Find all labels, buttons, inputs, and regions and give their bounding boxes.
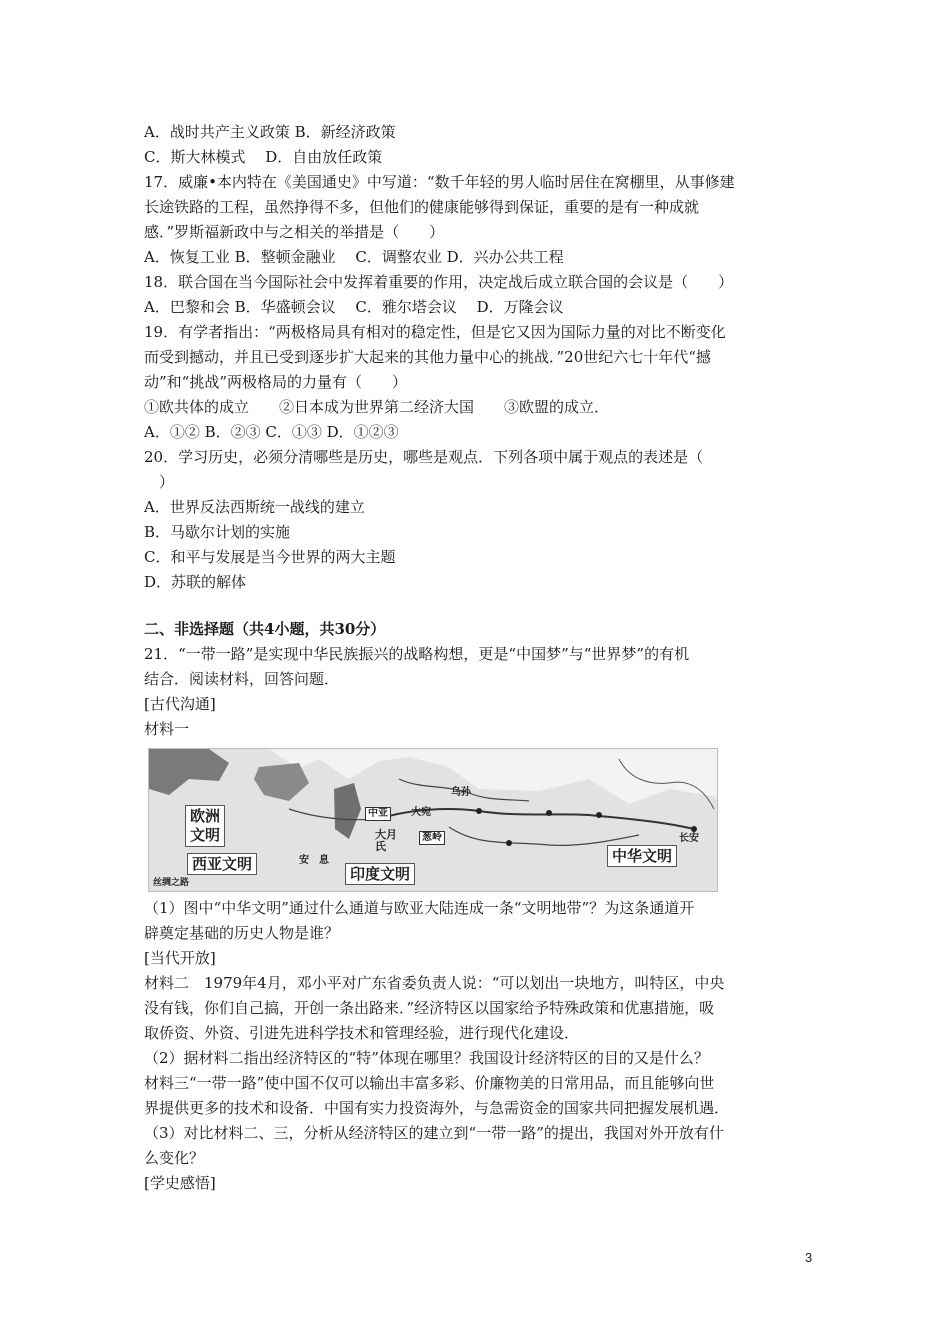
question-text-line: A．①② B．②③ C．①③ D．①②③ bbox=[144, 423, 399, 441]
city-dot bbox=[546, 810, 552, 816]
question-text-line: 18．联合国在当今国际社会中发挥着重要的作用，决定战后成立联合国的会议是（ ） bbox=[144, 273, 734, 291]
label-yuezhi: 大月 氏 bbox=[375, 828, 397, 853]
label-central-asia: 中亚 bbox=[365, 807, 391, 821]
question-part-line: [当代开放] bbox=[144, 949, 216, 967]
question-text-line: 17．威廉•本内特在《美国通史》中写道：“数千年轻的男人临时居住在窝棚里，从事修建 bbox=[144, 173, 735, 191]
label-wusun: 乌孙 bbox=[451, 787, 471, 798]
question-text-line: 19．有学者指出：“两极格局具有相对的稳定性，但是它又因为国际力量的对比不断变化 bbox=[144, 323, 726, 341]
question-intro-line: 材料一 bbox=[144, 720, 190, 738]
question-text-line: C．斯大林模式 D．自由放任政策 bbox=[144, 148, 383, 166]
question-text-line: B．马歇尔计划的实施 bbox=[144, 523, 291, 541]
page-number: 3 bbox=[805, 1250, 813, 1265]
label-silk-road: 丝绸之路 bbox=[153, 878, 190, 888]
question-text-line: A．巴黎和会 B．华盛顿会议 C．雅尔塔会议 D．万隆会议 bbox=[144, 298, 564, 316]
question-text-line: ①欧共体的成立 ②日本成为世界第二经济大国 ③欧盟的成立． bbox=[144, 398, 610, 416]
question-part-line: 取侨资、外资、引进先进科学技术和管理经验，进行现代化建设． bbox=[144, 1024, 580, 1042]
question-21-parts bbox=[144, 896, 824, 1196]
question-text-line: 感．”罗斯福新政中与之相关的举措是（ ） bbox=[144, 223, 445, 241]
question-part-line: 界提供更多的技术和设备．中国有实力投资海外，与急需资金的国家共同把握发展机遇． bbox=[144, 1099, 730, 1117]
question-part-line: [学史感悟] bbox=[144, 1174, 216, 1192]
question-intro-line: 结合．阅读材料，回答问题． bbox=[144, 670, 340, 688]
label-pamir: 葱岭 bbox=[419, 831, 445, 845]
label-changan: 长安 bbox=[679, 833, 699, 844]
question-part-line: 么变化？ bbox=[144, 1149, 205, 1167]
question-part-line: 材料二 1979年4月，邓小平对广东省委负责人说：“可以划出一块地方，叫特区，中央 bbox=[144, 974, 725, 992]
silk-road-map bbox=[148, 748, 718, 892]
question-text-line: A．战时共产主义政策 B．新经济政策 bbox=[144, 123, 396, 141]
changan-dot bbox=[691, 826, 697, 832]
question-text-line: 20．学习历史，必须分清哪些是历史，哪些是观点．下列各项中属于观点的表述是（ bbox=[144, 448, 704, 466]
city-dot bbox=[596, 812, 602, 818]
question-part-line: （3）对比材料二、三，分析从经济特区的建立到“一带一路”的提出，我国对外开放有什 bbox=[144, 1124, 724, 1142]
question-part-line: 没有钱，你们自己搞，开创一条出路来．”经济特区以国家给予特殊政策和优惠措施，吸 bbox=[144, 999, 715, 1017]
label-dayuan: 大宛 bbox=[411, 807, 431, 818]
question-part-line: 辟奠定基础的历史人物是谁？ bbox=[144, 924, 340, 942]
label-china: 中华文明 bbox=[607, 845, 677, 867]
question-text-line: A．世界反法西斯统一战线的建立 bbox=[144, 498, 365, 516]
question-text-line: ） bbox=[144, 473, 175, 491]
question-intro-line: [古代沟通] bbox=[144, 695, 216, 713]
question-text-line: 动”和“挑战”两极格局的力量有（ ） bbox=[144, 373, 408, 391]
question-text-line: A．恢复工业 B．整顿金融业 C．调整农业 D．兴办公共工程 bbox=[144, 248, 564, 266]
question-part-line: （1）图中“中华文明”通过什么通道与欧亚大陆连成一条“文明地带”？为这条通道开 bbox=[144, 899, 695, 917]
label-west-asia: 西亚文明 bbox=[187, 853, 257, 875]
label-europe: 欧洲 文明 bbox=[185, 805, 225, 847]
question-part-line: （2）据材料二指出经济特区的“特”体现在哪里？我国设计经济特区的目的又是什么？ bbox=[144, 1049, 709, 1067]
question-text-line: D．苏联的解体 bbox=[144, 573, 247, 591]
city-dot bbox=[476, 808, 482, 814]
label-india: 印度文明 bbox=[345, 863, 415, 885]
questions-16-20 bbox=[144, 120, 824, 595]
question-intro-line: 21．“一带一路”是实现中华民族振兴的战略构想，更是“中国梦”与“世界梦”的有机 bbox=[144, 645, 690, 663]
question-21-intro bbox=[144, 642, 824, 742]
question-text-line: C．和平与发展是当今世界的两大主题 bbox=[144, 548, 396, 566]
label-anxi: 安 息 bbox=[299, 855, 329, 866]
section-title: 二、非选择题（共4小题，共30分） bbox=[144, 620, 386, 638]
city-dot bbox=[506, 840, 512, 846]
exam-page-content bbox=[144, 120, 824, 1196]
question-part-line: 材料三“一带一路”使中国不仅可以输出丰富多彩、价廉物美的日常用品，而且能够向世 bbox=[144, 1074, 715, 1092]
question-text-line: 而受到撼动，并且已受到逐步扩大起来的其他力量中心的挑战．”20世纪六七十年代“撼 bbox=[144, 348, 711, 366]
question-text-line: 长途铁路的工程，虽然挣得不多，但他们的健康能够得到保证，重要的是有一种成就 bbox=[144, 198, 700, 216]
